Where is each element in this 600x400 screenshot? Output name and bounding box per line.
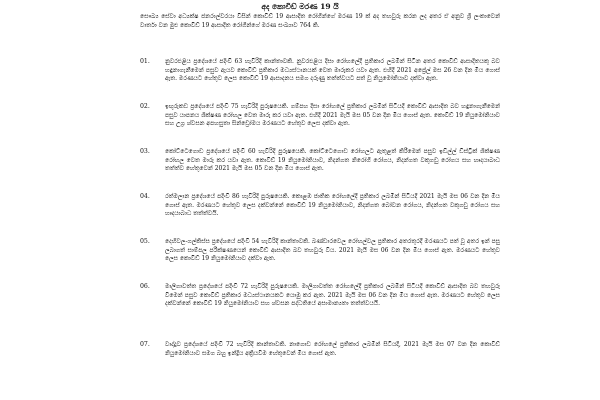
page-title: අද කොවිඩ් මරණ 19 යි bbox=[261, 2, 339, 11]
entry-number: 05. bbox=[140, 238, 150, 245]
entry-text: ඉඟුරුකඩ ප්‍රදේශයේ පදිංචි 75 හැවිරිදි පුරුෂයෙකි. ගම්පහ දිසා රෝහලේ ප්‍රතිකාර ලබමින් සිටියදී කොවිඩ් ආසාදිත බව හඳුනාගැනීමෙන් පසුව යාපනය ශික්ෂණ රෝහල වෙත මාරු කර යවා ඇත. එහිදී 2021 මැයි මස 05 වන දින මිය ගොස් ඇත. කොවිඩ් 19 නියුමෝනියාව සහ උග්‍ර ශ්වසන අපහසුතා සින්ඩ්‍රෝමය මරණයට හේතුව ලෙස දක්වා ඇත. bbox=[165, 103, 500, 128]
entry-text: රත්මලාන ප්‍රදේශයේ පදිංචි 86 හැවිරිදි පුරුෂයෙකි. කොළඹ ජාතික රෝහලේදී ප්‍රතිකාර ලබමින් සිටියදී 2021 මැයි මස 06 වන දින මිය ගොස් ඇත. මරණයට හේතුව ලෙස දක්වන්නේ කොවිඩ් 19 නියුමෝනියාව, නිදන්ගත බෝවන රෝගය, නිදන්ගත වකුගඩු රෝගය සහ හෘදයාබාධ තත්ත්වයි. bbox=[165, 193, 500, 218]
entry-text: කෝට්ටෙගොඩ ප්‍රදේශයේ පදිංචි 60 හැවිරිදි පුරුෂයෙකි. කෝට්ටෙගොඩ රෝහලට ඇතුළත් කිරීමෙන් පසුව ඉඩිල්ල් ඩිස්ට්‍රික් ශික්ෂණ රෝහල වෙත මාරු කර යවා ඇත. කොවිඩ් 19 නියුමෝනියාව, නිදන්ගත නිරෝගී රෝගය, නිදන්ගත වකුගඩු රෝගය සහ හෘදයාබාධ තත්ත්ව හේතුවෙන් 2021 මැයි මස 05 වන දින මිය ගොස් ඇත. bbox=[165, 148, 500, 173]
entry-text: දෙහිවල-ගල්කිස්ස ප්‍රදේශයේ පදිංචි 54 හැවිරිදි කාන්තාවකි. බණ්ඩාරවෙල රෝහල්වල ප්‍රතිකාර අතරතුරදී මරණයට පත් වූ අතර ඉන් පසු ලබාගත් සාම්පල පරීක්ෂණයෙන් කොවිඩ් ආසාදිත බව තහවුරු විය. 2021 මැයි මස 06 වන දින මිය ගොස් ඇත. මරණයට හේතුව ලෙස කොවිඩ් 19 නියුමෝනියාව දක්වා ඇත. bbox=[165, 238, 500, 263]
entry-number: 03. bbox=[140, 148, 150, 155]
entry-number: 02. bbox=[140, 103, 150, 110]
entry-text: නුවරඑළිය ප්‍රදේශයේ පදිංචි 63 හැවිරිදි කාන්තාවකි. නුවරඑළිය දිසා රෝහලේදී ප්‍රතිකාර ලබමින් සිටින අතර කොවිඩ් ආසාදිතයකු බව හඳුනාගැනීමෙන් පසුව ඇයව කොවිඩ් ප්‍රතිකාර මධ්‍යස්ථානයක් වෙත මාරුකර යවා ඇත. එහිදී 2021 අප්‍රේල් මස 26 වන දින මිය ගොස් ඇත. මරණයට හේතුව ලෙස කොවිඩ් 19 ආසාදනය සමග දරුණු තත්ත්වයට පත් වූ නියුමෝනියාව දක්වා ඇත. bbox=[165, 58, 500, 83]
entry-number: 06. bbox=[140, 283, 150, 290]
entry-number: 04. bbox=[140, 193, 150, 200]
entry-text: වාද්දුව ප්‍රදේශයේ පදිංචි 72 හැවිරිදි කාන්තාවකි. නාගොඩ රෝහලේ ප්‍රතිකාර ලබමින් සිටියදී, 2021 මැයි මස 07 වන දින කොවිඩ් නියුමෝනියාව සමග බහු ඉන්ද්‍රිය අක්‍රියවීම හේතුවෙන් මිය ගොස් ඇත. bbox=[165, 341, 500, 357]
entry-number: 01. bbox=[140, 58, 150, 65]
intro-paragraph: සෞඛ්‍ය සේවා අධ්‍යක්ෂ ජනරාල්වරයා විසින් කොවිඩ් 19 ආසාදිත රෝගීන්ගේ මරණ 19 ක් අද තහවුරු කරන ලද අතර ඒ අනුව ශ්‍රී ලංකාවෙන් වාර්තා වන මුළු කොවිඩ් 19 ආසාදිත රෝගීන්ගේ මරණ සංඛ්‍යාව 764 කි. bbox=[140, 13, 500, 29]
entry-text: මාලිගාවත්ත ප්‍රදේශයේ පදිංචි 72 හැවිරිදි පුරුෂයෙකි. මාලිගාවත්ත රෝහලේදී ප්‍රතිකාර ලබමින් සිටියදී කොවිඩ් ආසාදිත බව තහවුරු වීමෙන් පසුව කොවිඩ් ප්‍රතිකාර මධ්‍යස්ථානයකට යොමු කර ඇත. 2021 මැයි මස 06 වන දින මිය ගොස් ඇත. මරණයට හේතුව ලෙස දක්වන්නේ කොවිඩ් 19 නියුමෝනියාව සහ ශ්වසන පද්ධතියේ අසාමාන්‍යතා තත්ත්වයයි. bbox=[165, 283, 500, 308]
entry-number: 07. bbox=[140, 341, 150, 348]
